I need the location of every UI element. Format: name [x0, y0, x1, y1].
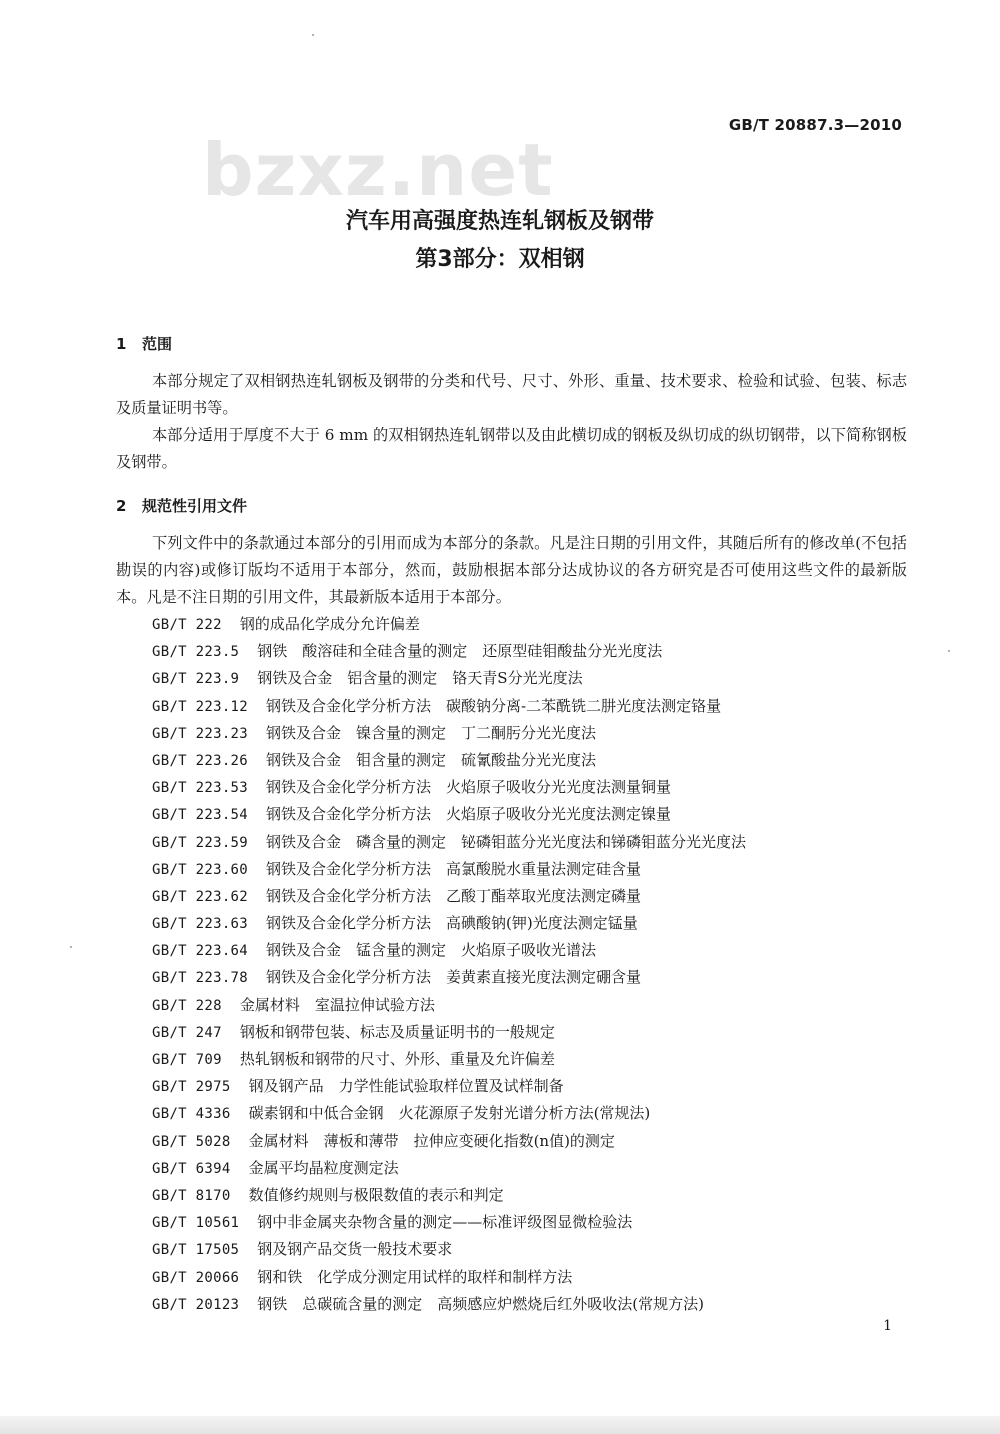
reference-title: 钢铁及合金化学分析方法 高氯酸脱水重量法测定硅含量 — [266, 859, 642, 878]
reference-code: GB/T 228 — [152, 997, 222, 1014]
reference-title: 金属材料 室温拉伸试验方法 — [239, 995, 435, 1014]
reference-item — [152, 774, 912, 801]
reference-item — [152, 1019, 912, 1046]
reference-code: GB/T 20123 — [152, 1296, 240, 1313]
reference-code: GB/T 223.53 — [152, 780, 249, 797]
section-heading-normative-references — [116, 495, 247, 516]
reference-item — [152, 747, 912, 774]
reference-title: 数值修约规则与极限数值的表示和判定 — [248, 1185, 504, 1204]
reference-title: 钢铁及合金 铝含量的测定 铬天青S分光光度法 — [257, 669, 583, 688]
viewer-bottom-band — [0, 1416, 1000, 1434]
reference-item — [152, 720, 912, 747]
reference-item — [152, 1100, 912, 1127]
reference-title: 钢铁及合金 锰含量的测定 火焰原子吸收光谱法 — [266, 941, 597, 960]
reference-title: 钢铁及合金化学分析方法 火焰原子吸收分光光度法测量铜量 — [266, 778, 672, 797]
reference-item — [152, 1155, 912, 1182]
reference-title: 钢铁及合金 镍含量的测定 丁二酮肟分光光度法 — [266, 723, 597, 742]
reference-code: GB/T 223.62 — [152, 888, 249, 905]
reference-code: GB/T 4336 — [152, 1106, 231, 1123]
section-number: 1 — [116, 335, 127, 353]
reference-code: GB/T 223.5 — [152, 644, 240, 661]
reference-code: GB/T 223.26 — [152, 752, 249, 769]
reference-code: GB/T 247 — [152, 1024, 222, 1041]
reference-item — [152, 1046, 912, 1073]
reference-item — [152, 1073, 912, 1100]
reference-title: 钢铁及合金化学分析方法 乙酸丁酯萃取光度法测定磷量 — [266, 886, 642, 905]
reference-item — [152, 992, 912, 1019]
reference-item — [152, 856, 912, 883]
reference-item — [152, 665, 912, 692]
reference-title: 钢铁及合金 钼含量的测定 硫氰酸盐分光光度法 — [266, 750, 597, 769]
reference-code: GB/T 2975 — [152, 1079, 231, 1096]
reference-code: GB/T 223.59 — [152, 834, 249, 851]
reference-title: 钢铁及合金化学分析方法 高碘酸钠(钾)光度法测定锰量 — [266, 914, 638, 933]
reference-title: 钢铁及合金 磷含量的测定 铋磷钼蓝分光光度法和锑磷钼蓝分光光度法 — [266, 832, 747, 851]
page-number: 1 — [883, 1318, 892, 1334]
reference-title: 钢及钢产品交货一般技术要求 — [257, 1240, 453, 1259]
reference-code: GB/T 223.12 — [152, 698, 249, 715]
scan-speck — [312, 34, 314, 36]
reference-item — [152, 829, 912, 856]
reference-title: 钢铁 酸溶硅和全硅含量的测定 还原型硅钼酸盐分光光度法 — [257, 642, 663, 661]
reference-title: 钢的成品化学成分允许偏差 — [239, 615, 420, 633]
reference-title: 钢和铁 化学成分测定用试样的取样和制样方法 — [257, 1267, 573, 1286]
scope-paragraph: 本部分适用于厚度不大于 6 mm 的双相钢热连轧钢带以及由此横切成的钢板及纵切成的纵切钢带，以下简称钢板及钢带。 — [116, 426, 907, 471]
reference-title: 碳素钢和中低合金钢 火花源原子发射光谱分析方法(常规法) — [248, 1104, 651, 1123]
watermark: bzxz.net — [202, 128, 554, 212]
reference-title: 钢铁及合金化学分析方法 火焰原子吸收分光光度法测定镍量 — [266, 805, 672, 824]
reference-code: GB/T 223.23 — [152, 725, 249, 742]
reference-item — [152, 883, 912, 910]
reference-title: 钢铁及合金化学分析方法 姜黄素直接光度法测定硼含量 — [266, 968, 642, 987]
reference-item — [152, 1264, 912, 1291]
reference-item — [152, 1209, 912, 1236]
reference-item — [152, 1291, 912, 1318]
references-intro-paragraph: 下列文件中的条款通过本部分的引用而成为本部分的条款。凡是注日期的引用文件，其随后所有的修改单(不包括勘误的内容)或修订版均不适用于本部分，然而，鼓励根据本部分达成协议的各方研究是否可使用这些文件的最新版本。凡是不注日期的引用文件，其最新版本适用于本部分。 — [116, 534, 907, 606]
reference-item — [152, 910, 912, 937]
reference-code: GB/T 5028 — [152, 1133, 231, 1150]
reference-item — [152, 964, 912, 991]
reference-item — [152, 937, 912, 964]
scope-paragraph: 本部分规定了双相钢热连轧钢板及钢带的分类和代号、尺寸、外形、重量、技术要求、检验和试验、包装、标志及质量证明书等。 — [116, 372, 907, 417]
reference-item — [152, 1182, 912, 1209]
reference-code: GB/T 20066 — [152, 1269, 240, 1286]
scan-speck — [70, 946, 72, 948]
reference-code: GB/T 223.63 — [152, 916, 249, 933]
reference-code: GB/T 8170 — [152, 1187, 231, 1204]
reference-item — [152, 1128, 912, 1155]
reference-item — [152, 801, 912, 828]
reference-code: GB/T 6394 — [152, 1160, 231, 1177]
reference-item — [152, 1236, 912, 1263]
reference-title: 钢铁及合金化学分析方法 碳酸钠分离-二苯酰铣二肼光度法测定铬量 — [266, 696, 722, 715]
scan-speck — [948, 650, 950, 652]
reference-code: GB/T 10561 — [152, 1215, 240, 1232]
reference-code: GB/T 223.60 — [152, 861, 249, 878]
reference-list — [152, 611, 912, 1318]
reference-code: GB/T 17505 — [152, 1242, 240, 1259]
section-title: 规范性引用文件 — [142, 497, 248, 515]
reference-title: 钢中非金属夹杂物含量的测定——标准评级图显微检验法 — [257, 1213, 633, 1232]
reference-code: GB/T 223.78 — [152, 970, 249, 987]
document-subtitle: 第3部分：双相钢 — [415, 247, 585, 272]
section-number: 2 — [116, 497, 127, 515]
reference-title: 金属平均晶粒度测定法 — [248, 1158, 399, 1177]
reference-item — [152, 611, 912, 638]
reference-code: GB/T 709 — [152, 1052, 222, 1068]
reference-title: 金属材料 薄板和薄带 拉伸应变硬化指数(n值)的测定 — [248, 1131, 615, 1150]
reference-title: 钢及钢产品 力学性能试验取样位置及试样制备 — [248, 1077, 564, 1096]
reference-code: GB/T 222 — [152, 617, 222, 633]
section-heading-scope — [116, 333, 172, 354]
reference-item — [152, 693, 912, 720]
reference-code: GB/T 223.64 — [152, 943, 249, 960]
reference-title: 钢铁 总碳硫含量的测定 高频感应炉燃烧后红外吸收法(常规方法) — [257, 1294, 705, 1313]
standard-number: GB/T 20887.3—2010 — [728, 116, 902, 134]
reference-code: GB/T 223.9 — [152, 671, 240, 688]
reference-title: 热轧钢板和钢带的尺寸、外形、重量及允许偏差 — [239, 1050, 555, 1068]
reference-item — [152, 638, 912, 665]
reference-title: 钢板和钢带包装、标志及质量证明书的一般规定 — [239, 1022, 555, 1041]
section-title: 范围 — [142, 335, 173, 353]
reference-code: GB/T 223.54 — [152, 807, 249, 824]
document-title: 汽车用高强度热连轧钢板及钢带 — [345, 209, 654, 234]
